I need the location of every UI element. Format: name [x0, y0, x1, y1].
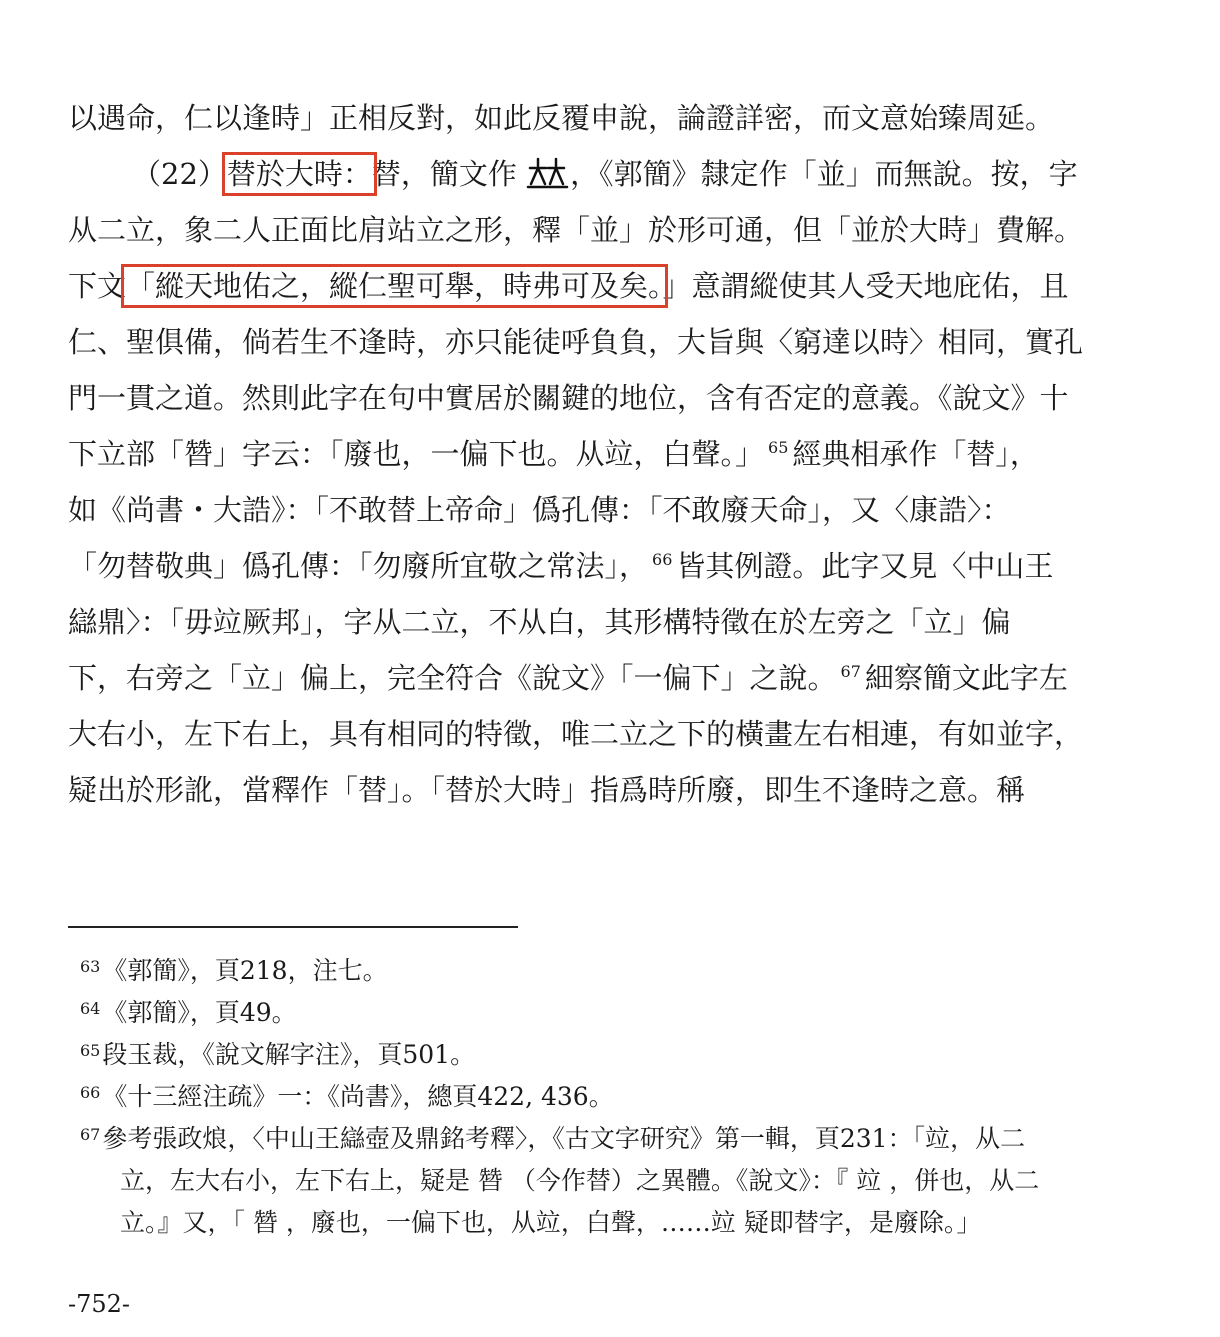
- footnote-divider: [68, 926, 518, 928]
- text-line: 門一貫之道。然則此字在句中實居於關鍵的地位，含有否定的意義。《說文》十: [68, 381, 1069, 415]
- footnote-66: [80, 1076, 1215, 1118]
- text-line: [68, 146, 1216, 202]
- text-span: 下，右旁之「立」偏上，完全符合《說文》「一偏下」之說。: [68, 661, 837, 695]
- footnotes: [80, 950, 1215, 1244]
- footnote-63: [80, 950, 1215, 992]
- highlighted-heading: 替於大時：: [226, 157, 372, 191]
- text-line: 仁、聖俱備，倘若生不逢時，亦只能徒呼負負，大旨與〈窮達以時〉相同，實孔: [68, 325, 1084, 359]
- footnote-text: 段玉裁，《說文解字注》，頁501。: [102, 1040, 476, 1069]
- footnote-number: 64: [80, 999, 101, 1018]
- footnote-text: 《郭簡》，頁49。: [102, 998, 297, 1027]
- text-span: 「勿替敬典」僞孔傳：「勿廢所宜敬之常法」，: [68, 549, 649, 583]
- text-span: ，《郭簡》隸定作「並」而無說。按，字: [570, 157, 1078, 191]
- footnote-64: [80, 992, 1215, 1034]
- text-line: [68, 538, 1216, 594]
- text-line: 䜌鼎〉：「毋竝厥邦」，字从二立，不从白，其形構特徵在於左旁之「立」偏: [68, 605, 1011, 639]
- footnote-number: 66: [80, 1083, 101, 1102]
- text-line: 疑出於形訛，當釋作「替」。「替於大時」指爲時所廢，即生不逢時之意。稱: [68, 773, 1026, 807]
- text-line: 如《尚書・大誥》：「不敢替上帝命」僞孔傳：「不敢廢天命」，又〈康誥〉：: [68, 493, 1011, 527]
- text-line: 以遇命，仁以逢時」正相反對，如此反覆申說，論證詳密，而文意始臻周延。: [68, 101, 1055, 135]
- text-span: 」意謂縱使其人受天地庇佑，且: [662, 269, 1069, 303]
- text-line: 从二立，象二人正面比肩站立之形，釋「並」於形可通，但「並於大時」費解。: [68, 213, 1084, 247]
- text-span: 替，簡文作: [371, 157, 517, 191]
- footnote-number: 63: [80, 957, 101, 976]
- footnote-text: 《郭簡》，頁218，注七。: [102, 956, 388, 985]
- text-line: 大右小，左下右上，具有相同的特徵，唯二立之下的橫畫左右相連，有如並字，: [68, 717, 1084, 751]
- text-line: [68, 650, 1216, 706]
- text-span: 經典相承作「替」，: [792, 437, 1039, 471]
- text-line: [68, 426, 1216, 482]
- footnote-ref: 65: [768, 438, 789, 457]
- footnote-ref: 67: [840, 662, 861, 681]
- footnote-67: [80, 1118, 1215, 1160]
- footnote-67-continuation: 立。』又，「 㬱 ，廢也，一偏下也，从竝，白聲，……竝 疑即替字，是廢除。」: [120, 1208, 982, 1237]
- text-span: 下文: [68, 269, 127, 303]
- footnote-text: 參考張政烺，〈中山王䜌壺及鼎銘考釋〉，《古文字研究》第一輯，頁231：「竝，从二: [102, 1124, 1026, 1153]
- text-span: 細察簡文此字左: [864, 661, 1068, 695]
- text-line: [68, 258, 1216, 314]
- footnote-ref: 66: [652, 550, 673, 569]
- footnote-number: 67: [80, 1125, 101, 1144]
- text-span: 皆其例證。此字又見〈中山王: [676, 549, 1054, 583]
- text-span: 下立部「㬱」字云：「廢也，一偏下也。从竝，白聲。」: [68, 437, 765, 471]
- footnote-number: 65: [80, 1041, 101, 1060]
- ancient-character-glyph: [526, 156, 570, 190]
- page-number: -752-: [68, 1290, 131, 1318]
- footnote-65: [80, 1034, 1215, 1076]
- item-number: （22）: [132, 157, 227, 191]
- footnote-67-continuation: 立，左大右小，左下右上，疑是 㬱 （今作替）之異體。《說文》：『 竝 ，併也，从二: [120, 1166, 1040, 1195]
- highlighted-quote: 「縱天地佑之，縱仁聖可舉，時弗可及矣。: [126, 269, 663, 303]
- main-text: [68, 90, 1216, 818]
- footnote-text: 《十三經注疏》一：《尚書》，總頁422, 436。: [102, 1082, 614, 1111]
